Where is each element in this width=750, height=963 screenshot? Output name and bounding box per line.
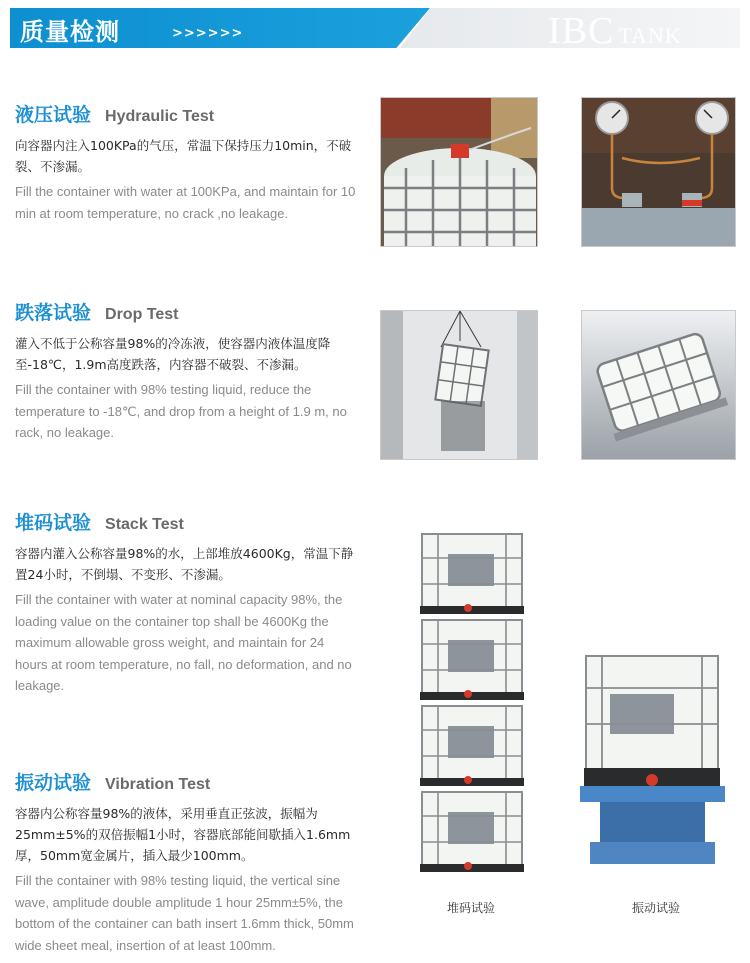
section-title-en: Hydraulic Test [105, 108, 215, 125]
brand-small: TANK [618, 23, 682, 48]
section-desc-zh: 向容器内注入100KPa的气压，常温下保持压力10min，不破裂、不渗漏。 [15, 138, 352, 174]
section-desc-zh: 容器内灌入公称容量98%的水，上部堆放4600Kg，常温下静置24小时，不倒塌、不变形、不渗漏。 [15, 546, 354, 582]
section-desc-zh: 容器内公称容量98%的液体，采用垂直正弦波，振幅为25mm±5%的双倍振幅1小时，容器底部能间歇插入1.6mm厚，50mm宽金属片，插入最少100mm。 [15, 806, 351, 863]
section-hydraulic-test [15, 100, 360, 224]
header-arrows: >>>>>> [172, 26, 244, 41]
section-desc-zh: 灌入不低于公称容量98%的冷冻液，使容器内液体温度降至-18℃，1.9m高度跌落，内容器不破裂、不渗漏。 [15, 336, 331, 372]
ibc-tank [420, 534, 524, 614]
stack-test-caption: 堆码试验 [447, 901, 496, 915]
section-title-zh: 堆码试验 [15, 512, 92, 534]
section-title-zh: 跌落试验 [15, 302, 92, 324]
section-title-en: Drop Test [105, 306, 179, 323]
section-vibration-test [15, 768, 360, 956]
drop-test-suspended-photo [380, 310, 538, 460]
section-title-zh: 振动试验 [15, 772, 92, 794]
brand-logo [548, 9, 682, 53]
section-desc-en: Fill the container with 98% testing liquid, reduce the temperature to -18℃, and drop from a height of 1.9 m, no rack, no leakage. [15, 382, 347, 440]
section-desc-en: Fill the container with 98% testing liquid, the vertical sine wave, amplitude double amplitude 1 hour 25mm±5%, the bottom of the container can bath insert 1.6mm thick, 50mm wide sheet meal, insertion of at least 100mm. [15, 873, 354, 953]
pressure-gauges-photo [581, 97, 736, 247]
section-desc-en: Fill the container with water at nominal capacity 98%, the loading value on the container top shall be 4600Kg the maximum allowable gross weight, and maintain for 24 hours at room temperature, no fall, no deformation, and no leakage. [15, 592, 352, 693]
vibration-test-caption: 振动试验 [632, 901, 681, 915]
section-drop-test [15, 298, 360, 444]
section-title-en: Vibration Test [105, 776, 211, 793]
section-stack-test [15, 508, 360, 697]
stacked-tanks-photo [418, 528, 526, 883]
section-title-en: Stack Test [105, 516, 184, 533]
brand-big: IBC [548, 10, 615, 52]
page-title: 质量检测 [20, 18, 120, 46]
drop-test-landed-photo [581, 310, 736, 460]
vibration-test-photo [580, 652, 725, 872]
page-header [0, 0, 750, 52]
section-desc-en: Fill the container with water at 100KPa, and maintain for 10 min at room temperature, no crack ,no leakage. [15, 184, 356, 221]
hydraulic-tank-photo [380, 97, 538, 247]
section-title-zh: 液压试验 [15, 104, 92, 126]
